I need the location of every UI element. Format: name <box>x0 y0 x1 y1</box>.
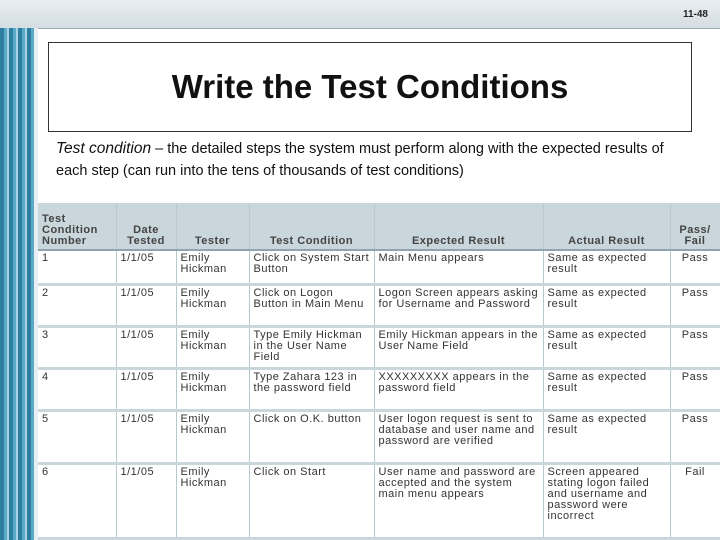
cell-condition: Type Emily Hickman in the User Name Field <box>249 327 374 369</box>
cell-condition: Click on System Start Button <box>249 250 374 285</box>
test-conditions-table <box>38 203 720 540</box>
cell-passfail: Pass <box>670 327 720 369</box>
cell-actual: Same as expected result <box>543 369 670 411</box>
cell-passfail: Pass <box>670 411 720 464</box>
table-row <box>38 464 720 539</box>
cell-date: 1/1/05 <box>116 285 176 327</box>
table-row <box>38 369 720 411</box>
decorative-side-bars <box>0 28 38 540</box>
table-row <box>38 250 720 285</box>
cell-date: 1/1/05 <box>116 327 176 369</box>
header-expected: Expected Result <box>374 203 543 250</box>
cell-expected: XXXXXXXXX appears in the password field <box>374 369 543 411</box>
cell-expected: Main Menu appears <box>374 250 543 285</box>
cell-passfail: Pass <box>670 250 720 285</box>
cell-condition: Click on O.K. button <box>249 411 374 464</box>
table-row <box>38 411 720 464</box>
cell-tester: Emily Hickman <box>176 285 249 327</box>
cell-expected: Emily Hickman appears in the User Name Field <box>374 327 543 369</box>
table-row <box>38 327 720 369</box>
header-condition: Test Condition <box>249 203 374 250</box>
cell-actual: Screen appeared stating logon failed and username and password were incorrect <box>543 464 670 539</box>
cell-date: 1/1/05 <box>116 464 176 539</box>
cell-passfail: Fail <box>670 464 720 539</box>
cell-number: 1 <box>38 250 116 285</box>
cell-number: 3 <box>38 327 116 369</box>
cell-number: 2 <box>38 285 116 327</box>
cell-actual: Same as expected result <box>543 285 670 327</box>
header-actual: Actual Result <box>543 203 670 250</box>
header-passfail: Pass/ Fail <box>670 203 720 250</box>
cell-passfail: Pass <box>670 285 720 327</box>
intro-definition: – the detailed steps the system must perform along with the expected results of each step (can run into the tens of thousands of test conditions) <box>56 141 664 179</box>
table-header-row <box>38 203 720 250</box>
cell-passfail: Pass <box>670 369 720 411</box>
cell-number: 4 <box>38 369 116 411</box>
cell-tester: Emily Hickman <box>176 369 249 411</box>
cell-expected: User name and password are accepted and the system main menu appears <box>374 464 543 539</box>
cell-condition: Click on Start <box>249 464 374 539</box>
slide-number: 11-48 <box>682 9 708 20</box>
header-number: Test Condition Number <box>38 203 116 250</box>
header-strip <box>0 0 720 29</box>
cell-expected: Logon Screen appears asking for Username and Password <box>374 285 543 327</box>
cell-actual: Same as expected result <box>543 411 670 464</box>
cell-date: 1/1/05 <box>116 369 176 411</box>
cell-date: 1/1/05 <box>116 411 176 464</box>
header-date: Date Tested <box>116 203 176 250</box>
cell-tester: Emily Hickman <box>176 411 249 464</box>
cell-condition: Type Zahara 123 in the password field <box>249 369 374 411</box>
intro-term: Test condition <box>56 140 152 157</box>
cell-tester: Emily Hickman <box>176 250 249 285</box>
table-row <box>38 285 720 327</box>
cell-date: 1/1/05 <box>116 250 176 285</box>
cell-actual: Same as expected result <box>543 250 670 285</box>
cell-tester: Emily Hickman <box>176 464 249 539</box>
intro-paragraph <box>56 138 696 182</box>
cell-condition: Click on Logon Button in Main Menu <box>249 285 374 327</box>
title-box <box>48 42 692 132</box>
cell-expected: User logon request is sent to database and user name and password are verified <box>374 411 543 464</box>
cell-tester: Emily Hickman <box>176 327 249 369</box>
cell-actual: Same as expected result <box>543 327 670 369</box>
cell-number: 5 <box>38 411 116 464</box>
cell-number: 6 <box>38 464 116 539</box>
page-title: Write the Test Conditions <box>171 68 569 105</box>
header-tester: Tester <box>176 203 249 250</box>
